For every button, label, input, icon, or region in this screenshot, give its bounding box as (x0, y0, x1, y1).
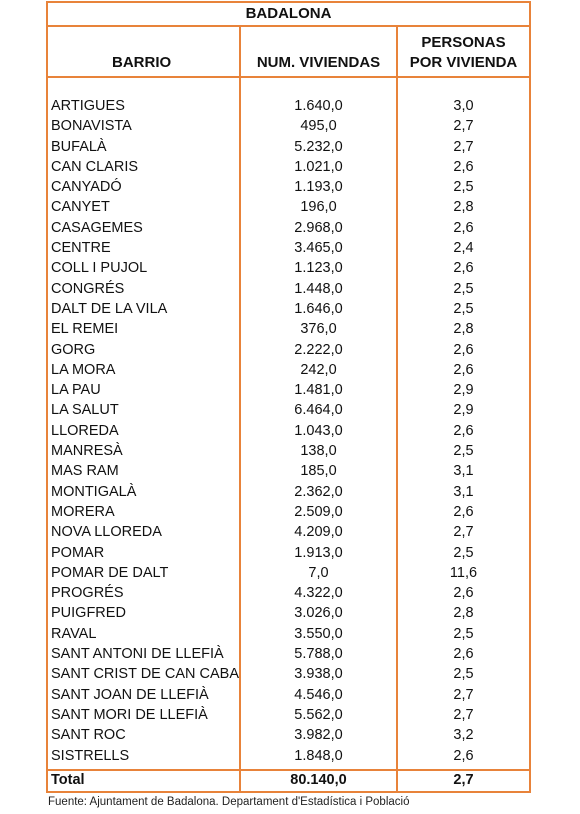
personas-cell: 2,7 (453, 686, 474, 703)
table-body (48, 78, 529, 769)
viviendas-column (241, 78, 398, 769)
personas-cell: 2,7 (453, 524, 474, 541)
barrio-cell: SANT ROC (51, 727, 126, 744)
barrio-cell: MONTIGALÀ (51, 483, 137, 500)
personas-cell: 2,6 (453, 341, 474, 358)
viviendas-cell: 2.362,0 (294, 483, 343, 500)
personas-cell: 2,8 (453, 199, 474, 216)
barrio-cell: GORG (51, 341, 96, 358)
data-table (46, 1, 531, 793)
header-barrio: BARRIO (112, 54, 172, 71)
barrio-cell: POMAR (51, 544, 105, 561)
barrio-cell: CANYET (51, 199, 110, 216)
personas-cell: 2,7 (453, 706, 474, 723)
personas-cell: 2,4 (453, 240, 474, 257)
personas-cell: 2,7 (453, 138, 474, 155)
personas-cell: 2,5 (453, 666, 474, 683)
barrio-cell: CENTRE (51, 240, 111, 257)
header-barrio-cell (48, 27, 241, 76)
viviendas-cell: 5.232,0 (294, 138, 343, 155)
barrio-cell: SISTRELLS (51, 747, 130, 764)
barrio-cell: MAS RAM (51, 463, 119, 480)
barrio-cell: BUFALÀ (51, 138, 107, 155)
personas-cell: 2,6 (453, 260, 474, 277)
barrio-cell: CONGRÉS (51, 280, 125, 297)
viviendas-cell: 495,0 (300, 118, 337, 135)
personas-cell: 2,9 (453, 402, 474, 419)
barrio-cell: BONAVISTA (51, 118, 132, 135)
total-personas: 2,7 (453, 771, 474, 788)
personas-cell: 2,7 (453, 118, 474, 135)
viviendas-cell: 5.562,0 (294, 706, 343, 723)
personas-cell: 2,5 (453, 625, 474, 642)
personas-cell: 2,6 (453, 503, 474, 520)
viviendas-cell: 2.222,0 (294, 341, 343, 358)
personas-cell: 2,9 (453, 382, 474, 399)
viviendas-cell: 242,0 (300, 361, 337, 378)
barrio-cell: DALT DE LA VILA (51, 300, 168, 317)
barrio-column (48, 78, 241, 769)
personas-cell: 2,6 (453, 158, 474, 175)
viviendas-cell: 196,0 (300, 199, 337, 216)
viviendas-cell: 5.788,0 (294, 646, 343, 663)
personas-cell: 3,1 (453, 483, 474, 500)
barrio-cell: LA PAU (51, 382, 101, 399)
viviendas-cell: 1.640,0 (294, 98, 343, 114)
personas-cell: 2,8 (453, 321, 474, 338)
personas-cell: 2,6 (453, 422, 474, 439)
viviendas-cell: 1.123,0 (294, 260, 343, 277)
barrio-cell: POMAR DE DALT (51, 564, 169, 581)
viviendas-cell: 3.465,0 (294, 240, 343, 257)
barrio-cell: SANT CRIST DE CAN CABA (51, 666, 239, 683)
personas-cell: 2,5 (453, 443, 474, 460)
personas-cell: 2,5 (453, 300, 474, 317)
viviendas-cell: 185,0 (300, 463, 337, 480)
viviendas-cell: 1.913,0 (294, 544, 343, 561)
barrio-cell: CANYADÓ (51, 179, 122, 196)
total-label: Total (48, 771, 241, 791)
viviendas-cell: 3.026,0 (294, 605, 343, 622)
total-viviendas: 80.140,0 (241, 771, 398, 791)
header-personas-line2: POR VIVIENDA (409, 54, 518, 71)
viviendas-cell: 1.021,0 (294, 158, 343, 175)
personas-cell: 3,1 (453, 463, 474, 480)
personas-cell: 2,6 (453, 361, 474, 378)
viviendas-cell: 6.464,0 (294, 402, 343, 419)
barrio-cell: SANT MORI DE LLEFIÀ (51, 706, 208, 723)
viviendas-cell: 4.546,0 (294, 686, 343, 703)
barrio-cell: LLOREDA (51, 422, 119, 439)
header-viviendas-cell (241, 27, 398, 76)
personas-cell: 3,0 (453, 98, 474, 114)
barrio-cell: CAN CLARIS (51, 158, 139, 175)
personas-cell: 2,5 (453, 179, 474, 196)
total-row (48, 769, 529, 791)
barrio-cell: COLL I PUJOL (51, 260, 148, 277)
personas-cell: 2,8 (453, 605, 474, 622)
barrio-cell: ARTIGUES (51, 98, 125, 114)
barrio-cell: MORERA (51, 503, 115, 520)
personas-cell: 11,6 (449, 564, 478, 581)
barrio-cell: NOVA LLOREDA (51, 524, 162, 541)
header-personas-line1: PERSONAS (421, 34, 506, 51)
personas-cell: 2,5 (453, 280, 474, 297)
header-viviendas: NUM. VIVIENDAS (256, 54, 381, 71)
viviendas-cell: 7,0 (308, 564, 329, 581)
viviendas-cell: 138,0 (300, 443, 337, 460)
viviendas-cell: 1.646,0 (294, 300, 343, 317)
viviendas-cell: 4.209,0 (294, 524, 343, 541)
viviendas-cell: 2.509,0 (294, 503, 343, 520)
personas-column (398, 78, 529, 769)
barrio-cell: RAVAL (51, 625, 97, 642)
viviendas-cell: 1.481,0 (294, 382, 343, 399)
personas-cell: 3,2 (453, 727, 474, 744)
personas-cell: 2,6 (453, 585, 474, 602)
source-note: Fuente: Ajuntament de Badalona. Departament d'Estadística i Població (48, 796, 410, 808)
barrio-cell: MANRESÀ (51, 443, 123, 460)
personas-cell: 2,6 (453, 646, 474, 663)
viviendas-cell: 3.938,0 (294, 666, 343, 683)
viviendas-cell: 4.322,0 (294, 585, 343, 602)
personas-cell: 2,6 (453, 219, 474, 236)
viviendas-cell: 3.550,0 (294, 625, 343, 642)
personas-cell: 2,5 (453, 544, 474, 561)
viviendas-cell: 1.448,0 (294, 280, 343, 297)
barrio-cell: SANT ANTONI DE LLEFIÀ (51, 646, 224, 663)
barrio-cell: LA SALUT (51, 402, 119, 419)
barrio-cell: LA MORA (51, 361, 116, 378)
viviendas-cell: 1.043,0 (294, 422, 343, 439)
barrio-cell: CASAGEMES (51, 219, 143, 236)
barrio-cell: SANT JOAN DE LLEFIÀ (51, 686, 209, 703)
viviendas-cell: 3.982,0 (294, 727, 343, 744)
personas-cell: 2,6 (453, 747, 474, 764)
barrio-cell: PUIGFRED (51, 605, 126, 622)
barrio-cell: PROGRÉS (51, 585, 124, 602)
header-personas-cell (398, 27, 529, 76)
table-title: BADALONA (48, 3, 529, 27)
viviendas-cell: 376,0 (300, 321, 337, 338)
barrio-cell: EL REMEI (51, 321, 119, 338)
viviendas-cell: 2.968,0 (294, 219, 343, 236)
viviendas-cell: 1.193,0 (294, 179, 343, 196)
header-row (48, 27, 529, 78)
viviendas-cell: 1.848,0 (294, 747, 343, 764)
header-personas (398, 33, 529, 73)
